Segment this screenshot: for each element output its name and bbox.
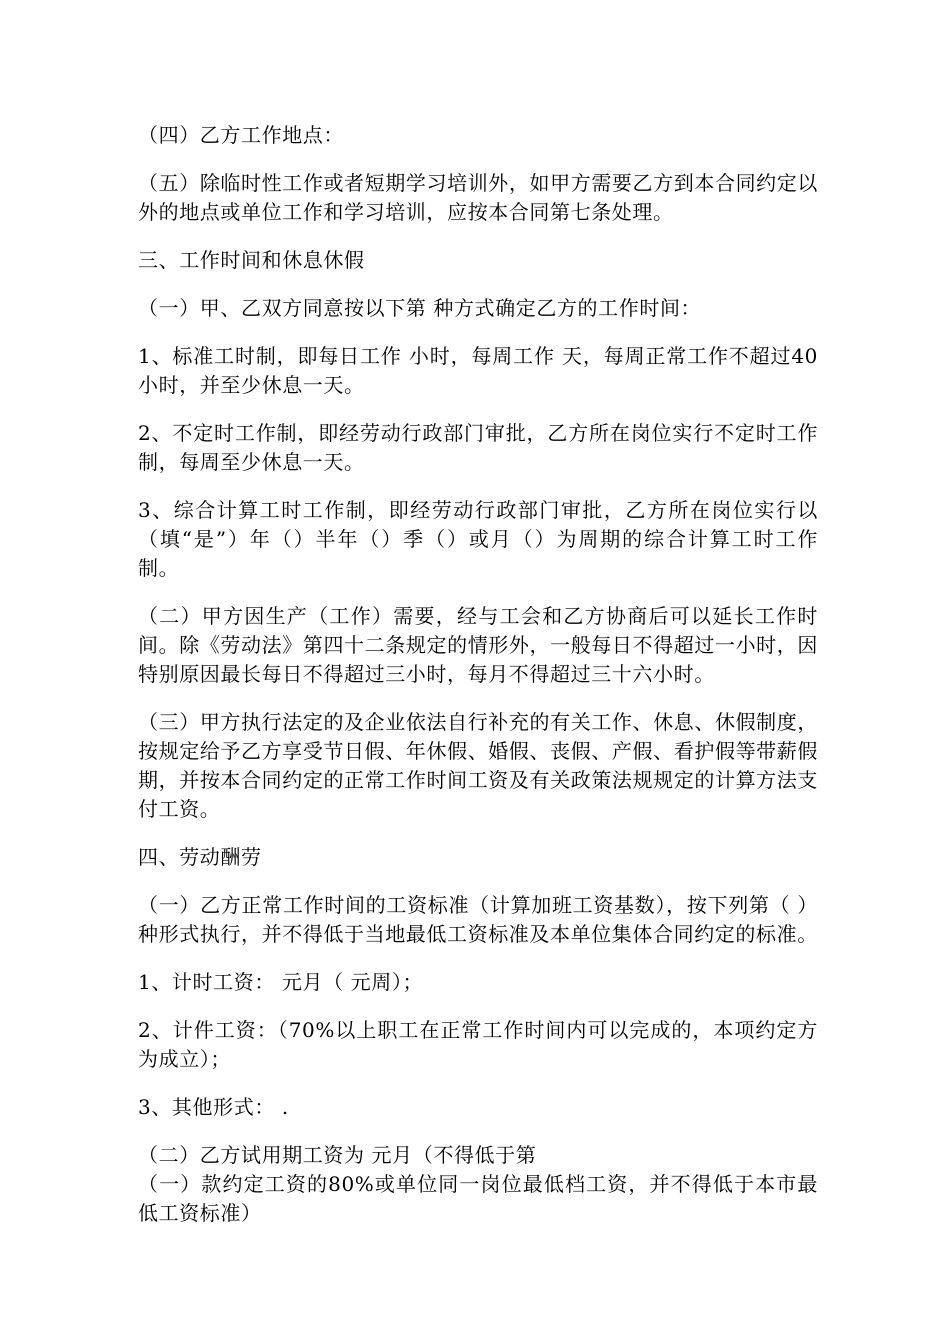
paragraph-work-location: （四）乙方工作地点：	[138, 123, 344, 147]
section-heading-remuneration: 四、劳动酬劳	[138, 845, 262, 869]
paragraph-work-time-method: （一）甲、乙双方同意按以下第 种方式确定乙方的工作时间：	[138, 296, 702, 320]
paragraph-holidays: （三）甲方执行法定的及企业依法自行补充的有关工作、休息、休假制度，按规定给予乙方享受节日假、年休假、婚假、丧假、产假、看护假等带薪假期，并按本合同约定的正常工作时间工资及有关政策法规规定的计算方法支付工资。	[138, 710, 818, 821]
paragraph-time-wage: 1、计时工资： 元月（ 元周）；	[138, 970, 424, 994]
paragraph-flexible-hours: 2、不定时工作制，即经劳动行政部门审批，乙方所在岗位实行不定时工作制，每周至少休息一天。	[138, 421, 818, 474]
paragraph-piece-wage: 2、计件工资：（70%以上职工在正常工作时间内可以完成的，本项约定方为成立）；	[138, 1018, 818, 1071]
document-page	[138, 121, 818, 1228]
paragraph-temporary-work: （五）除临时性工作或者短期学习培训外，如甲方需要乙方到本合同约定以外的地点或单位工作和学习培训，应按本合同第七条处理。	[138, 171, 818, 224]
paragraph-wage-standard: （一）乙方正常工作时间的工资标准（计算加班工资基数），按下列第（ ）种形式执行，并不得低于当地最低工资标准及本单位集体合同约定的标准。	[138, 893, 818, 946]
paragraph-comprehensive-hours: 3、综合计算工时工作制，即经劳动行政部门审批，乙方所在岗位实行以（填“是”）年（）半年（）季（）或月（）为周期的综合计算工时工作制。	[138, 498, 818, 580]
section-heading-work-time: 三、工作时间和休息休假	[138, 248, 365, 272]
paragraph-overtime: （二）甲方因生产（工作）需要，经与工会和乙方协商后可以延长工作时间。除《劳动法》第四十二条规定的情形外，一般每日不得超过一小时，因特别原因最长每日不得超过三小时，每月不得超过三十六小时。	[138, 604, 818, 686]
paragraph-probation-wage: （二）乙方试用期工资为 元月（不得低于第	[138, 1143, 537, 1167]
paragraph-probation-wage-cont: （一）款约定工资的80%或单位同一岗位最低档工资，并不得低于本市最低工资标准）	[138, 1172, 818, 1225]
paragraph-other-form: 3、其他形式： .	[138, 1095, 289, 1119]
paragraph-standard-hours: 1、标准工时制，即每日工作 小时，每周工作 天，每周正常工作不超过40小时，并至少休息一天。	[138, 344, 818, 397]
